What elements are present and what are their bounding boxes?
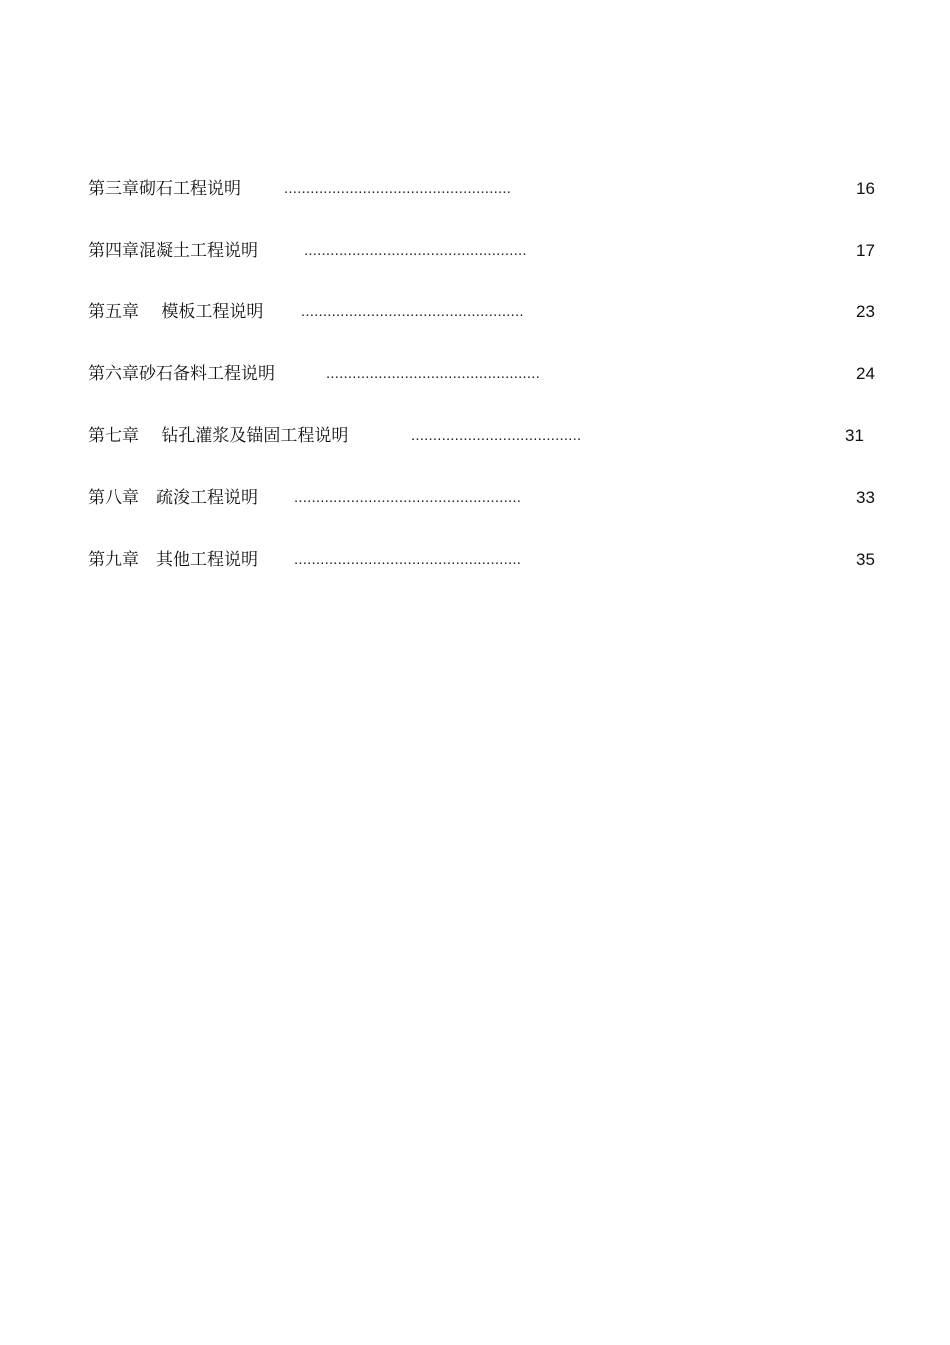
toc-entry	[88, 239, 888, 263]
toc-entry	[88, 424, 888, 448]
toc-entry	[88, 177, 888, 201]
toc-page-number: 23	[856, 302, 875, 321]
toc-entry-title: 第四章混凝土工程说明	[88, 241, 258, 261]
toc-entry	[88, 548, 888, 572]
toc-entry-title: 第九章 其他工程说明	[88, 550, 258, 570]
toc-leader-dots: ....................................................	[294, 489, 522, 506]
toc-entry-title: 第五章 模板工程说明	[88, 302, 264, 322]
toc-page-number: 33	[856, 488, 875, 507]
toc-entry-title: 第三章砌石工程说明	[88, 179, 241, 199]
toc-leader-dots: ....................................................	[294, 551, 522, 568]
toc-entry	[88, 362, 888, 386]
toc-leader-dots: .................................................	[326, 365, 541, 382]
toc-page-number: 16	[856, 179, 875, 198]
toc-page-number: 24	[856, 364, 875, 383]
toc-entry	[88, 300, 888, 324]
toc-page-number: 35	[856, 550, 875, 569]
toc-page-number: 17	[856, 241, 875, 260]
toc-entry-title: 第七章 钻孔灌浆及锚固工程说明	[88, 426, 349, 446]
toc-page-number: 31	[845, 426, 864, 445]
toc-entry-title: 第六章砂石备料工程说明	[88, 364, 275, 384]
toc-leader-dots: ...................................................	[301, 303, 524, 320]
toc-entry-title: 第八章 疏浚工程说明	[88, 488, 258, 508]
toc-entry	[88, 486, 888, 510]
toc-leader-dots: ...................................................	[304, 242, 527, 259]
toc-leader-dots: .......................................	[411, 427, 582, 444]
toc-leader-dots: ....................................................	[284, 180, 512, 197]
